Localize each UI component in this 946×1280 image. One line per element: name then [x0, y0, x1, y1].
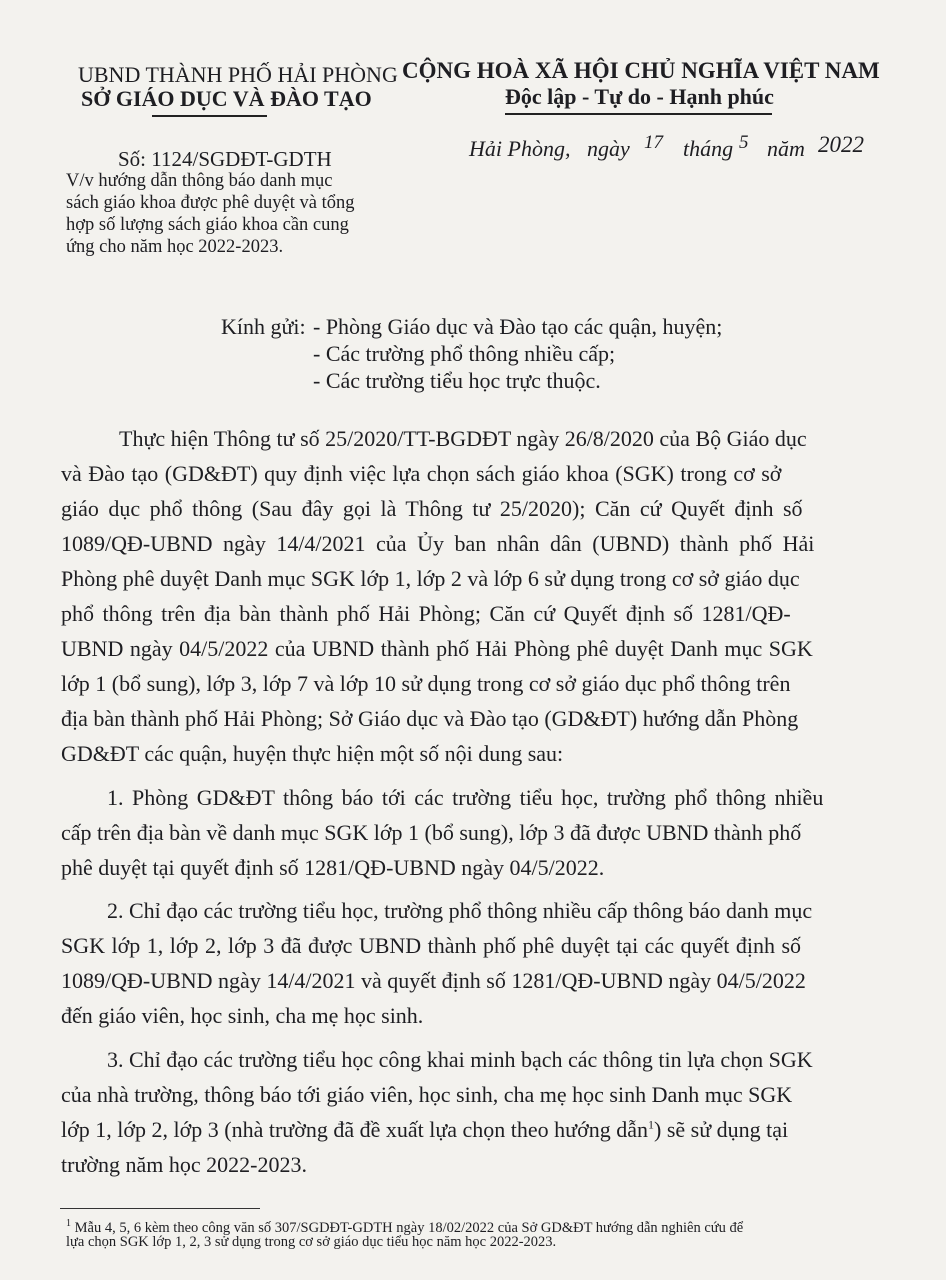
paragraph-line: 2. Chỉ đạo các trường tiểu học, trường phổ thông nhiều cấp thông báo danh mục	[107, 898, 813, 923]
date-month-label: tháng	[683, 136, 734, 161]
footnote-mark: 1	[66, 1218, 71, 1229]
paragraph-line: phê duyệt tại quyết định số 1281/QĐ-UBND ngày 04/5/2022.	[61, 855, 605, 880]
paragraph-line: Phòng phê duyệt Danh mục SGK lớp 1, lớp 2 và lớp 6 sử dụng trong cơ sở giáo dục	[61, 566, 800, 591]
date-day: 17	[644, 132, 663, 153]
place: Hải Phòng,	[469, 136, 571, 161]
department-underline	[152, 115, 267, 117]
recipient-item: - Các trường phổ thông nhiều cấp;	[313, 341, 616, 366]
paragraph-line: phổ thông trên địa bàn thành phố Hải Phòng; Căn cứ Quyết định số 1281/QĐ-	[61, 601, 791, 626]
department-name: SỞ GIÁO DỤC VÀ ĐÀO TẠO	[81, 86, 372, 111]
paragraph-line: cấp trên địa bàn về danh mục SGK lớp 1 (bổ sung), lớp 3 đã được UBND thành phố	[61, 820, 802, 845]
recipient-item: - Phòng Giáo dục và Đào tạo các quận, huyện;	[313, 314, 723, 339]
document-number: Số: 1124/SGDĐT-GDTH	[118, 147, 332, 171]
paragraph-text: ) sẽ sử dụng tại	[654, 1117, 789, 1142]
date-year-label: năm	[767, 136, 805, 161]
recipients-label: Kính gửi:	[221, 314, 306, 339]
date-month: 5	[739, 132, 749, 153]
footnote-line-2: lựa chọn SGK lớp 1, 2, 3 sử dụng trong cơ sở giáo dục tiểu học năm học 2022-2023.	[66, 1234, 557, 1250]
national-title: CỘNG HOÀ XÃ HỘI CHỦ NGHĨA VIỆT NAM	[402, 58, 880, 83]
paragraph-line: trường năm học 2022-2023.	[61, 1152, 307, 1177]
paragraph-line: lớp 1 (bổ sung), lớp 3, lớp 7 và lớp 10 sử dụng trong cơ sở giáo dục phổ thông trên	[61, 671, 791, 696]
motto-underline	[505, 113, 772, 115]
paragraph-line: của nhà trường, thông báo tới giáo viên, học sinh, cha mẹ học sinh Danh mục SGK	[61, 1082, 793, 1107]
paragraph-line: đến giáo viên, học sinh, cha mẹ học sinh.	[61, 1003, 424, 1028]
paragraph-line: và Đào tạo (GD&ĐT) quy định việc lựa chọn sách giáo khoa (SGK) trong cơ sở	[61, 461, 782, 486]
paragraph-line	[61, 1117, 788, 1143]
paragraph-line: địa bàn thành phố Hải Phòng; Sở Giáo dục và Đào tạo (GD&ĐT) hướng dẫn Phòng	[61, 706, 799, 731]
paragraph-line: 3. Chỉ đạo các trường tiểu học công khai minh bạch các thông tin lựa chọn SGK	[107, 1047, 813, 1072]
subject-line-4: ứng cho năm học 2022-2023.	[66, 237, 284, 257]
paragraph-text: lớp 1, lớp 2, lớp 3 (nhà trường đã đề xuất lựa chọn theo hướng dẫn	[61, 1117, 648, 1142]
date-year: 2022	[818, 132, 864, 157]
subject-line-1: V/v hướng dẫn thông báo danh mục	[66, 171, 333, 191]
paragraph-line: Thực hiện Thông tư số 25/2020/TT-BGDĐT ngày 26/8/2020 của Bộ Giáo dục	[119, 426, 807, 451]
paragraph-line: SGK lớp 1, lớp 2, lớp 3 đã được UBND thành phố phê duyệt tại các quyết định số	[61, 933, 802, 958]
paragraph-line: 1089/QĐ-UBND ngày 14/4/2021 của Ủy ban nhân dân (UBND) thành phố Hải	[61, 531, 815, 556]
paragraph-line: 1089/QĐ-UBND ngày 14/4/2021 và quyết định số 1281/QĐ-UBND ngày 04/5/2022	[61, 968, 806, 993]
subject-line-3: hợp số lượng sách giáo khoa cần cung	[66, 215, 349, 235]
footnote-separator	[60, 1208, 260, 1209]
paragraph-line: giáo dục phổ thông (Sau đây gọi là Thông tư 25/2020); Căn cứ Quyết định số	[61, 496, 803, 521]
paragraph-line: UBND ngày 04/5/2022 của UBND thành phố Hải Phòng phê duyệt Danh mục SGK	[61, 636, 813, 661]
date-day-label: ngày	[587, 136, 630, 161]
paragraph-line: 1. Phòng GD&ĐT thông báo tới các trường tiểu học, trường phổ thông nhiều	[107, 785, 824, 810]
national-motto: Độc lập - Tự do - Hạnh phúc	[505, 84, 774, 109]
paragraph-line: GD&ĐT các quận, huyện thực hiện một số nội dung sau:	[61, 741, 564, 766]
agency-name: UBND THÀNH PHỐ HẢI PHÒNG	[78, 62, 398, 87]
recipient-item: - Các trường tiểu học trực thuộc.	[313, 368, 601, 393]
footnote-text: Mẫu 4, 5, 6 kèm theo công văn số 307/SGDĐT-GDTH ngày 18/02/2022 của Sở GD&ĐT hướng dẫn nghiên cứu để	[74, 1219, 744, 1236]
footnote-reference: 1	[648, 1117, 654, 1132]
subject-line-2: sách giáo khoa được phê duyệt và tổng	[66, 193, 355, 213]
